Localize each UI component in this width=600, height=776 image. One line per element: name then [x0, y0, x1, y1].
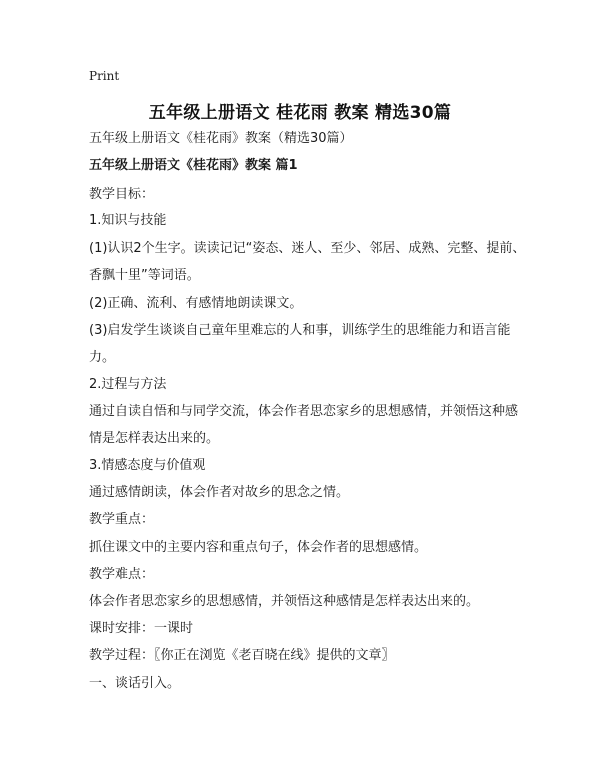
paragraph-line: 教学过程：〖你正在浏览《老百晓在线》提供的文章〗: [89, 648, 395, 663]
paragraph-line: 情是怎样表达出来的。: [89, 431, 220, 446]
paragraph-line: 教学难点：: [89, 567, 155, 582]
paragraph-line: 通过感情朗读，体会作者对故乡的思念之情。: [89, 485, 350, 500]
document-title: 五年级上册语文 桂花雨 教案 精选30篇: [148, 103, 452, 123]
paragraph-line: 通过自读自悟和与同学交流，体会作者思恋家乡的思想感情，并领悟这种感: [89, 404, 519, 419]
paragraph-line: 课时安排：一课时: [89, 621, 194, 636]
paragraph-line: 1.知识与技能: [89, 213, 167, 228]
paragraph-line: 教学重点：: [89, 512, 155, 527]
paragraph-line: 抓住课文中的主要内容和重点句子，体会作者的思想感情。: [89, 540, 428, 555]
paragraph-line: (3)启发学生谈谈自己童年里难忘的人和事，训练学生的思维能力和语言能: [89, 323, 511, 338]
print-label: Print: [89, 69, 120, 83]
paragraph-line: 教学目标：: [89, 187, 155, 202]
paragraph-line: 3.情感态度与价值观: [89, 458, 206, 473]
paragraph-line: (2)正确、流利、有感情地朗读课文。: [89, 296, 303, 311]
paragraph-line: 体会作者思恋家乡的思想感情，并领悟这种感情是怎样表达出来的。: [89, 594, 480, 609]
paragraph-line: 香飘十里”等词语。: [89, 268, 200, 283]
paragraph-line: (1)认识2个生字。读读记记“姿态、迷人、至少、邻居、成熟、完整、提前、: [89, 241, 526, 256]
document-subtitle: 五年级上册语文《桂花雨》教案（精选30篇）: [89, 131, 353, 146]
paragraph-line: 2.过程与方法: [89, 377, 167, 392]
paragraph-line: 力。: [89, 350, 116, 365]
paragraph-line: 一、谈话引入。: [89, 676, 181, 691]
section-heading: 五年级上册语文《桂花雨》教案 篇1: [89, 158, 298, 173]
